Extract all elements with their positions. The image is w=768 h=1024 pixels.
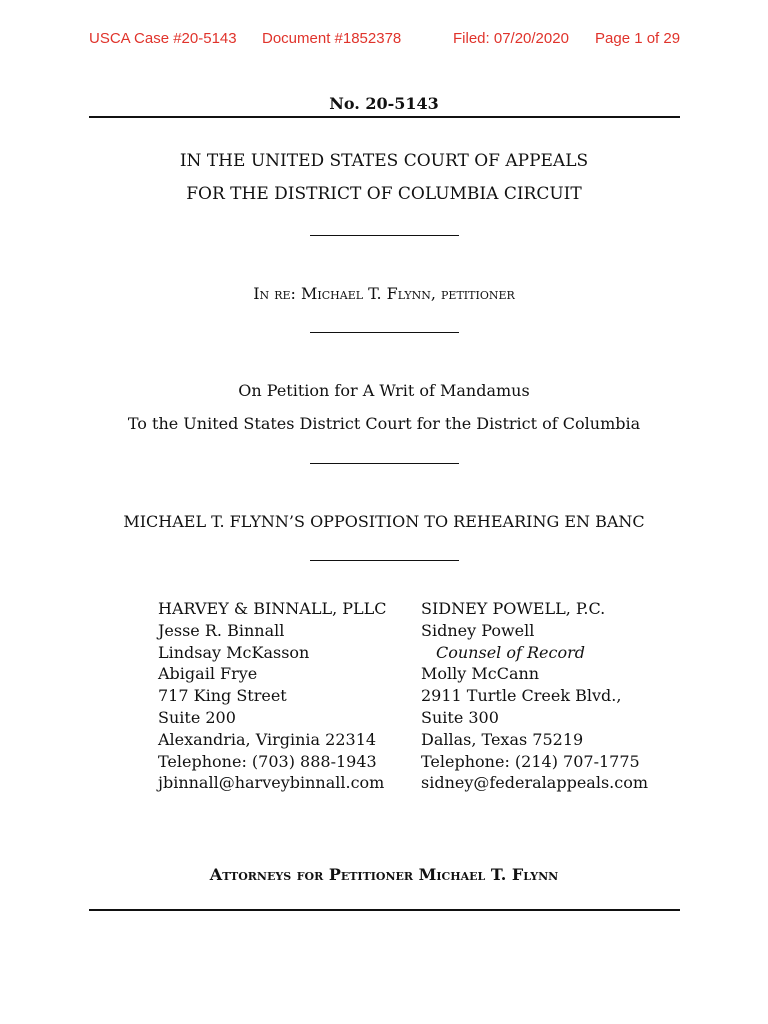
petition-line-1: On Petition for A Writ of Mandamus xyxy=(238,381,530,400)
divider xyxy=(310,463,459,464)
top-rule xyxy=(89,116,680,118)
email: jbinnall@harveybinnall.com xyxy=(158,773,385,793)
court-name-line-2: FOR THE DISTRICT OF COLUMBIA CIRCUIT xyxy=(186,184,582,204)
divider xyxy=(310,332,459,333)
attorney-name: Sidney Powell xyxy=(421,620,535,640)
divider xyxy=(310,560,459,561)
counsel-of-record-label: Counsel of Record xyxy=(436,642,586,662)
divider xyxy=(310,235,459,236)
page-header xyxy=(0,30,768,50)
firm-name: SIDNEY POWELL, P.C. xyxy=(421,599,606,618)
in-re-line: In re: Michael T. Flynn, petitioner xyxy=(253,284,515,303)
header-case-number: USCA Case #20-5143 xyxy=(89,30,237,47)
case-number: No. 20-5143 xyxy=(329,94,439,113)
city-state-zip: Dallas, Texas 75219 xyxy=(421,729,584,749)
header-page-count: Page 1 of 29 xyxy=(595,30,681,47)
document-title: MICHAEL T. FLYNN’S OPPOSITION TO REHEARING EN BANC xyxy=(123,512,645,531)
street-address: 2911 Turtle Creek Blvd., xyxy=(421,686,622,706)
attorneys-for-line: Attorneys for Petitioner Michael T. Flynn xyxy=(209,865,559,884)
email: sidney@federalappeals.com xyxy=(421,773,648,793)
street-address: 717 King Street xyxy=(158,686,287,706)
header-filed-date: Filed: 07/20/2020 xyxy=(453,30,569,47)
attorney-name: Lindsay McKasson xyxy=(158,642,310,662)
suite: Suite 300 xyxy=(421,707,499,727)
bottom-rule xyxy=(89,909,680,911)
header-document-number: Document #1852378 xyxy=(262,30,402,47)
counsel-block-right xyxy=(421,598,648,794)
firm-name: HARVEY & BINNALL, PLLC xyxy=(158,599,387,618)
telephone: Telephone: (703) 888-1943 xyxy=(158,751,377,771)
counsel-block-left xyxy=(158,598,387,794)
attorney-name: Abigail Frye xyxy=(158,664,258,684)
court-name-line-1: IN THE UNITED STATES COURT OF APPEALS xyxy=(179,151,589,171)
petition-line-2: To the United States District Court for the District of Columbia xyxy=(127,414,641,433)
suite: Suite 200 xyxy=(158,707,236,727)
attorney-name: Molly McCann xyxy=(421,664,540,684)
attorney-name: Jesse R. Binnall xyxy=(158,620,285,640)
telephone: Telephone: (214) 707-1775 xyxy=(421,751,640,771)
city-state-zip: Alexandria, Virginia 22314 xyxy=(158,729,377,749)
